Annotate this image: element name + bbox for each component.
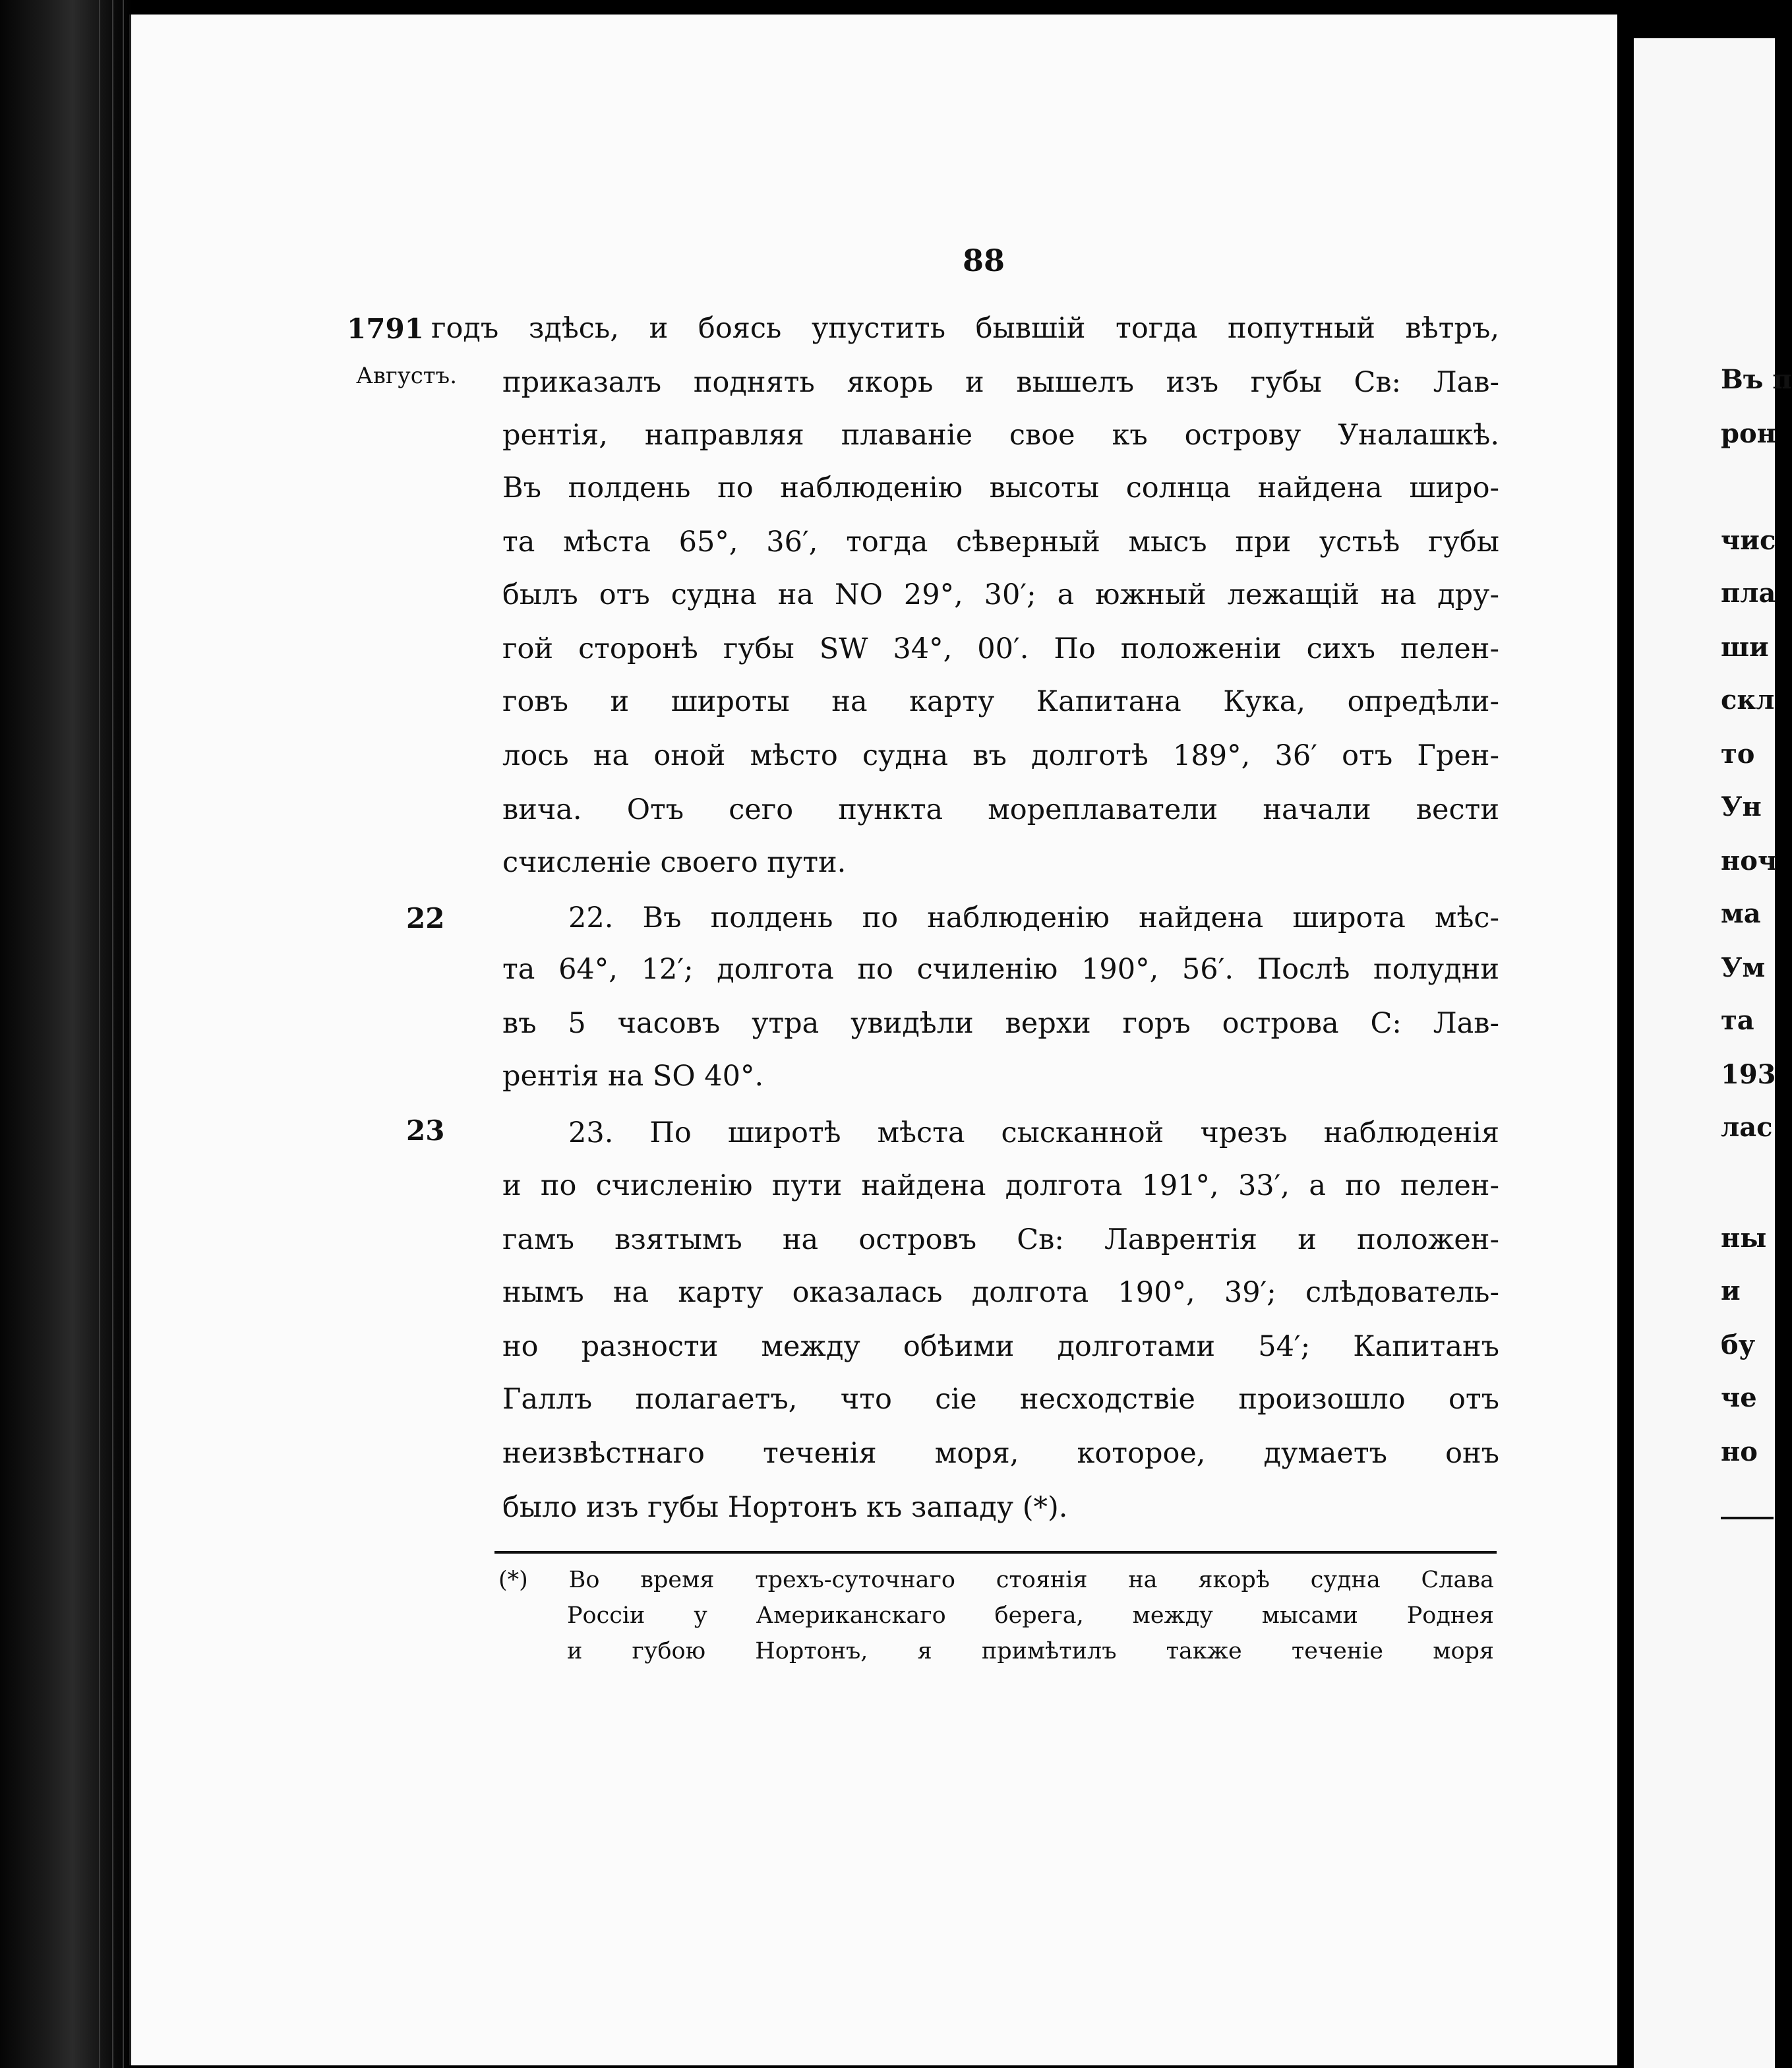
- text-line: говъ и широты на карту Капитана Кука, опредѣли-: [502, 685, 1499, 718]
- next-page-text: че: [1721, 1382, 1757, 1413]
- text-line: въ 5 часовъ утра увидѣли верхи горъ острова С: Лав-: [502, 1007, 1499, 1040]
- text-line: та 64°, 12′; долгота по счиленію 190°, 56′. Послѣ полудни: [502, 953, 1499, 986]
- margin-day-22: 22: [406, 902, 445, 934]
- next-page-text: скл: [1721, 684, 1775, 715]
- text-line: рентія, направляя плаваніе свое къ острову Уналашкѣ.: [502, 419, 1499, 452]
- text-line: та мѣста 65°, 36′, тогда сѣверный мысъ при устьѣ губы: [502, 526, 1499, 559]
- text-line: 23. По широтѣ мѣста сысканной чрезъ наблюденія: [568, 1116, 1499, 1149]
- text-line: и по счисленію пути найдена долгота 191°, 33′, а по пелен-: [502, 1169, 1499, 1202]
- footnote-line: (*) Во время трехъ-суточнаго стоянія на якорѣ судна Слава: [498, 1567, 1494, 1593]
- page-edge: [123, 0, 124, 2068]
- text-line: приказалъ поднять якорь и вышелъ изъ губы Св: Лав-: [502, 366, 1499, 399]
- text-line: нымъ на карту оказалась долгота 190°, 39′; слѣдователь-: [502, 1276, 1499, 1309]
- text-line: Галлъ полагаетъ, что сіе несходствіе произошло отъ: [502, 1383, 1499, 1416]
- text-line: гамъ взятымъ на островъ Св: Лаврентія и положен-: [502, 1223, 1499, 1256]
- next-page-rule: [1721, 1517, 1774, 1519]
- text-line: было изъ губы Нортонъ къ западу (*).: [502, 1491, 1068, 1524]
- next-page-text: ноч: [1721, 845, 1777, 876]
- next-page-text: ны: [1721, 1223, 1767, 1254]
- text-line: былъ отъ судна на NO 29°, 30′; а южный лежащій на дру-: [502, 578, 1499, 611]
- next-page-text: чис: [1721, 525, 1776, 556]
- footnote-line: Россіи у Американскаго берега, между мысами Роднея: [567, 1602, 1494, 1629]
- text-line: Въ полдень по наблюденію высоты солнца найдена широ-: [502, 471, 1499, 504]
- page-edge: [99, 0, 100, 2068]
- page-gutter: [1615, 0, 1634, 2068]
- next-page-text: но: [1721, 1436, 1758, 1467]
- next-page-text: то: [1721, 739, 1755, 770]
- text-line: годъ здѣсь, и боясь упустить бывшій тогда попутный вѣтръ,: [431, 312, 1499, 345]
- next-page-text: Ун: [1721, 791, 1762, 822]
- text-line: неизвѣстнаго теченія моря, которое, думаетъ онъ: [502, 1437, 1499, 1470]
- next-page-text: лас: [1721, 1112, 1773, 1143]
- text-line: но разности между обѣими долготами 54′; Капитанъ: [502, 1330, 1499, 1363]
- next-page-text: та: [1721, 1005, 1754, 1036]
- text-line: вича. Отъ сего пункта мореплаватели начали вести: [502, 793, 1499, 826]
- text-line: гой сторонѣ губы SW 34°, 00′. По положеніи сихъ пелен-: [502, 632, 1499, 665]
- text-line: рентія на SO 40°.: [502, 1060, 764, 1093]
- next-page-text: бу: [1721, 1329, 1756, 1360]
- margin-month: Августъ.: [356, 363, 457, 389]
- footnote-rule: [494, 1551, 1497, 1554]
- next-page-text: ши: [1721, 632, 1769, 663]
- text-line: 22. Въ полдень по наблюденію найдена широта мѣс-: [568, 901, 1499, 934]
- next-page-text: пла: [1721, 578, 1776, 609]
- next-page-text: и: [1721, 1275, 1741, 1306]
- margin-year: 1791: [347, 313, 424, 345]
- text-line: счисленіе своего пути.: [502, 846, 847, 879]
- next-page-text: Въ п: [1721, 364, 1792, 395]
- next-page-text: ма: [1721, 898, 1761, 929]
- next-page-text: 193: [1721, 1059, 1776, 1090]
- next-page-text: рон: [1721, 418, 1776, 449]
- footnote-line: и губою Нортонъ, я примѣтилъ также теченіе моря: [567, 1638, 1494, 1664]
- page-number: 88: [963, 243, 1005, 278]
- next-page-fragment: [1634, 38, 1775, 2068]
- margin-day-23: 23: [406, 1114, 445, 1147]
- text-line: лось на оной мѣсто судна въ долготѣ 189°, 36′ отъ Грен-: [502, 739, 1499, 772]
- page-edge: [112, 0, 113, 2068]
- next-page-text: Ум: [1721, 952, 1766, 983]
